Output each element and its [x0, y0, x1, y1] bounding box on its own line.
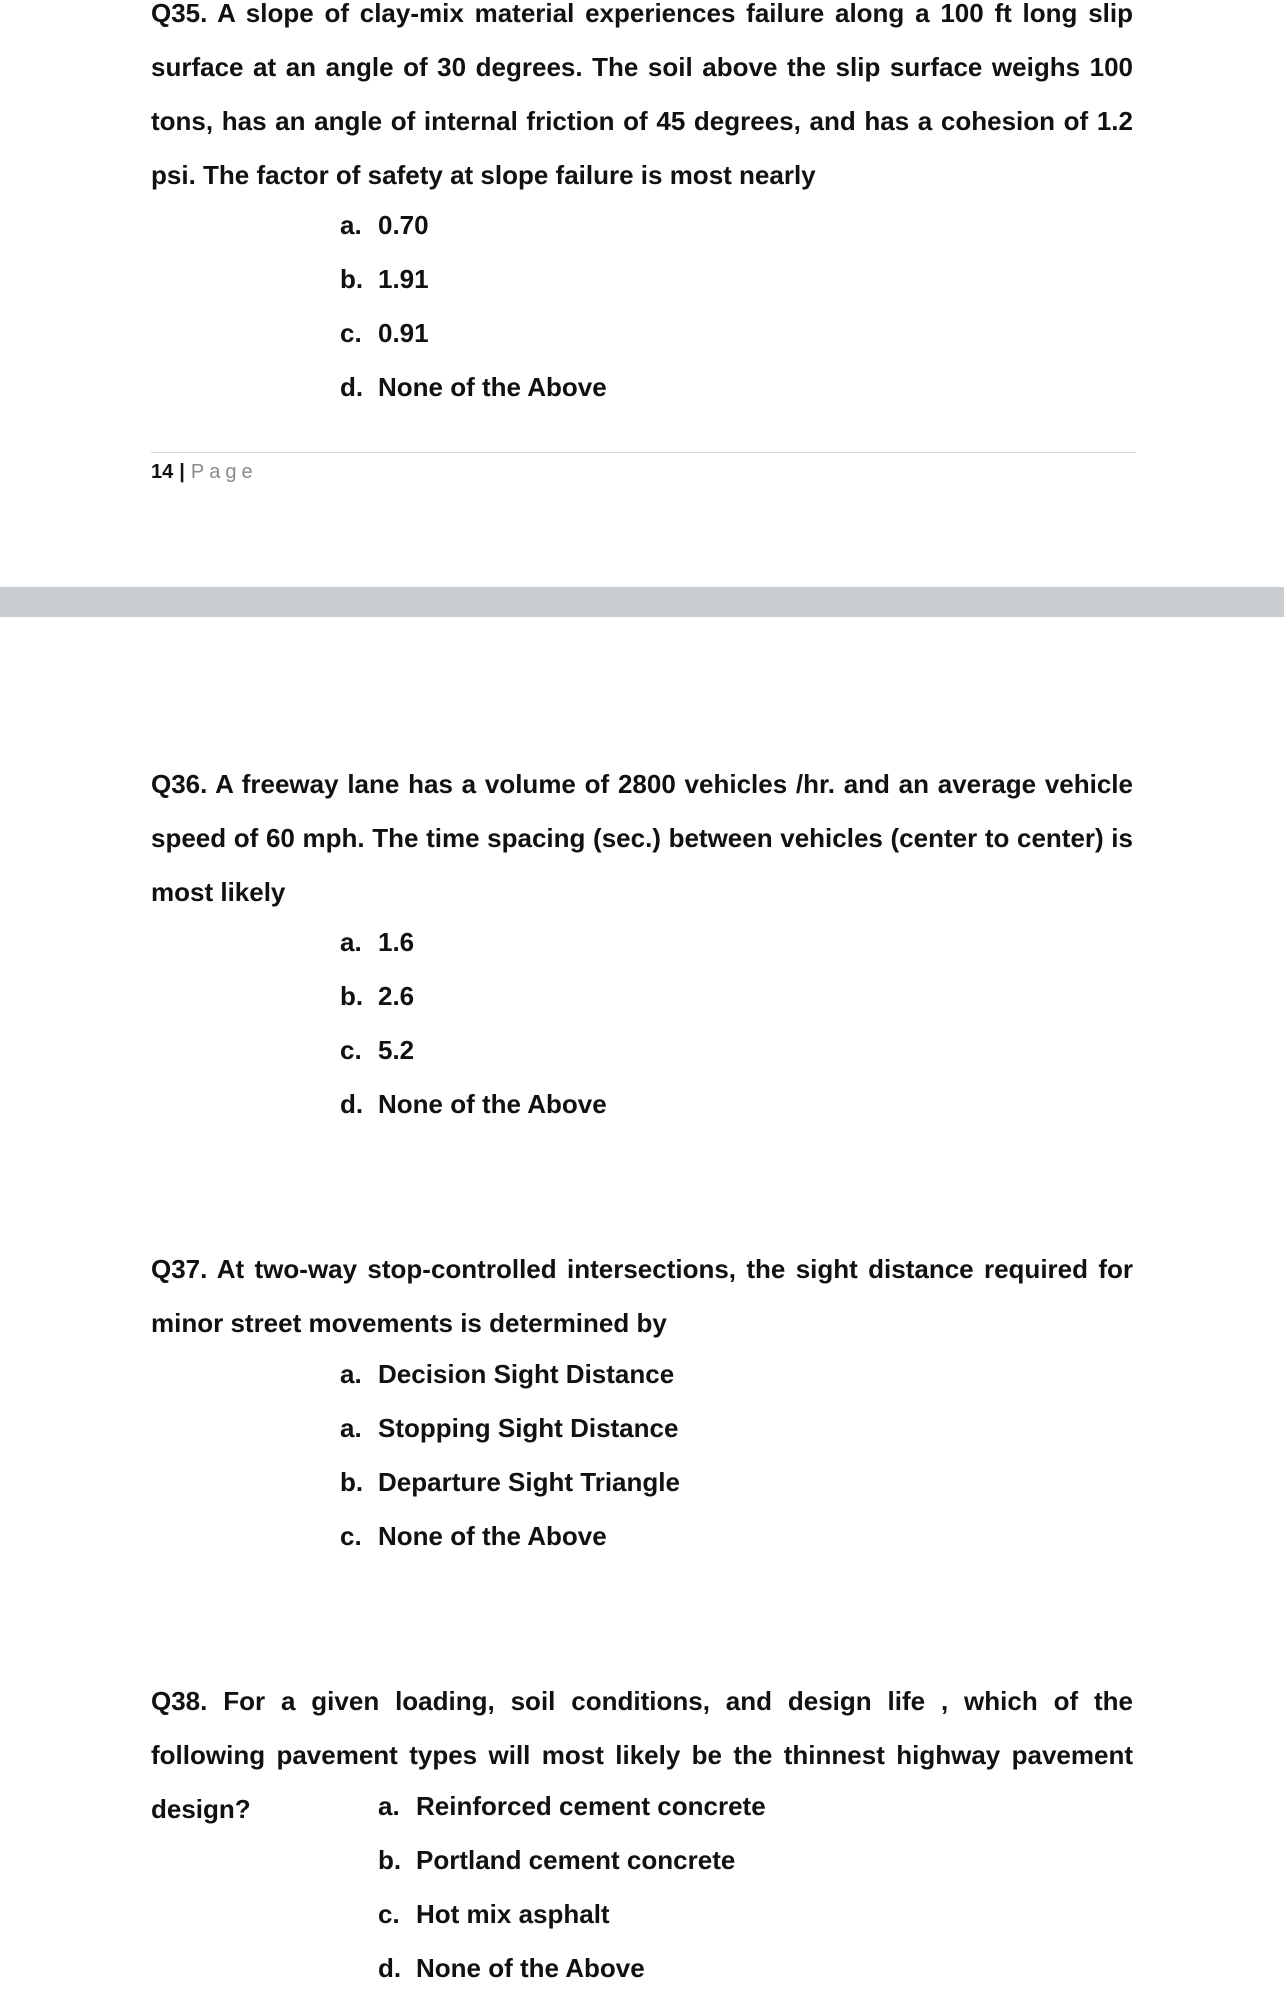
option-text: Departure Sight Triangle [378, 1467, 680, 1497]
option-text: 0.70 [378, 210, 429, 240]
option-letter: b. [378, 1845, 402, 1875]
option-item [340, 969, 607, 1023]
page-gap [0, 587, 1284, 617]
option-item [340, 1455, 680, 1509]
option-item [340, 306, 607, 360]
option-item [340, 360, 607, 414]
question-36: Q36. A freeway lane has a volume of 2800 vehicles /hr. and an average vehicle speed of 60 mph. The time spacing (sec.) between vehicles (center to center) is most likely [151, 769, 1133, 907]
option-text: 1.91 [378, 264, 429, 294]
page-14 [0, 0, 1284, 587]
option-item [378, 1833, 766, 1887]
option-letter: d. [340, 1089, 364, 1119]
question-38-options [378, 1779, 766, 1995]
option-text: None of the Above [378, 1089, 607, 1119]
question-38: Q38. For a given loading, soil conditions, and design life , which of the following pavement types will most likely be the thinnest highway pavement design? [151, 1686, 1133, 1824]
footer-divider [151, 452, 1136, 453]
option-letter: a. [378, 1791, 400, 1821]
option-text: Hot mix asphalt [416, 1899, 610, 1929]
option-letter: b. [340, 264, 364, 294]
question-37: Q37. At two-way stop-controlled intersections, the sight distance required for minor street movements is determined by [151, 1254, 1133, 1338]
option-text: 2.6 [378, 981, 415, 1011]
option-letter: a. [340, 1359, 362, 1389]
option-text: Reinforced cement concrete [416, 1791, 766, 1821]
option-letter: a. [340, 927, 362, 957]
option-item [378, 1941, 766, 1995]
option-item [340, 915, 607, 969]
option-letter: a. [340, 1413, 362, 1443]
option-text: 5.2 [378, 1035, 415, 1065]
option-text: None of the Above [416, 1953, 645, 1983]
page-15 [0, 617, 1284, 2009]
question-37-options [340, 1347, 680, 1563]
page-footer [151, 458, 258, 486]
option-letter: d. [340, 372, 364, 402]
question-35: Q35. A slope of clay-mix material experiences failure along a 100 ft long slip surface at an angle of 30 degrees. The soil above the slip surface weighs 100 tons, has an angle of internal friction of 45 degrees, and has a cohesion of 1.2 psi. The factor of safety at slope failure is most nearly [151, 0, 1133, 190]
option-letter: b. [340, 981, 364, 1011]
option-text: None of the Above [378, 1521, 607, 1551]
option-letter: c. [378, 1899, 400, 1929]
option-item [340, 1077, 607, 1131]
option-letter: a. [340, 210, 362, 240]
option-item [340, 1023, 607, 1077]
page-number: 14 [151, 461, 174, 483]
question-35-options [340, 198, 607, 414]
page-label: Page [190, 461, 258, 483]
option-item [378, 1887, 766, 1941]
option-item [340, 1509, 680, 1563]
option-text: None of the Above [378, 372, 607, 402]
option-text: Decision Sight Distance [378, 1359, 675, 1389]
option-text: 1.6 [378, 927, 415, 957]
option-text: Stopping Sight Distance [378, 1413, 679, 1443]
footer-separator: | [179, 461, 185, 483]
option-item [340, 198, 607, 252]
question-36-options [340, 915, 607, 1131]
option-letter: c. [340, 1035, 362, 1065]
option-item [340, 252, 607, 306]
option-item [378, 1779, 766, 1833]
option-text: 0.91 [378, 318, 429, 348]
option-letter: c. [340, 318, 362, 348]
option-letter: d. [378, 1953, 402, 1983]
option-item [340, 1401, 680, 1455]
option-item [340, 1347, 680, 1401]
option-letter: c. [340, 1521, 362, 1551]
option-letter: b. [340, 1467, 364, 1497]
option-text: Portland cement concrete [416, 1845, 736, 1875]
